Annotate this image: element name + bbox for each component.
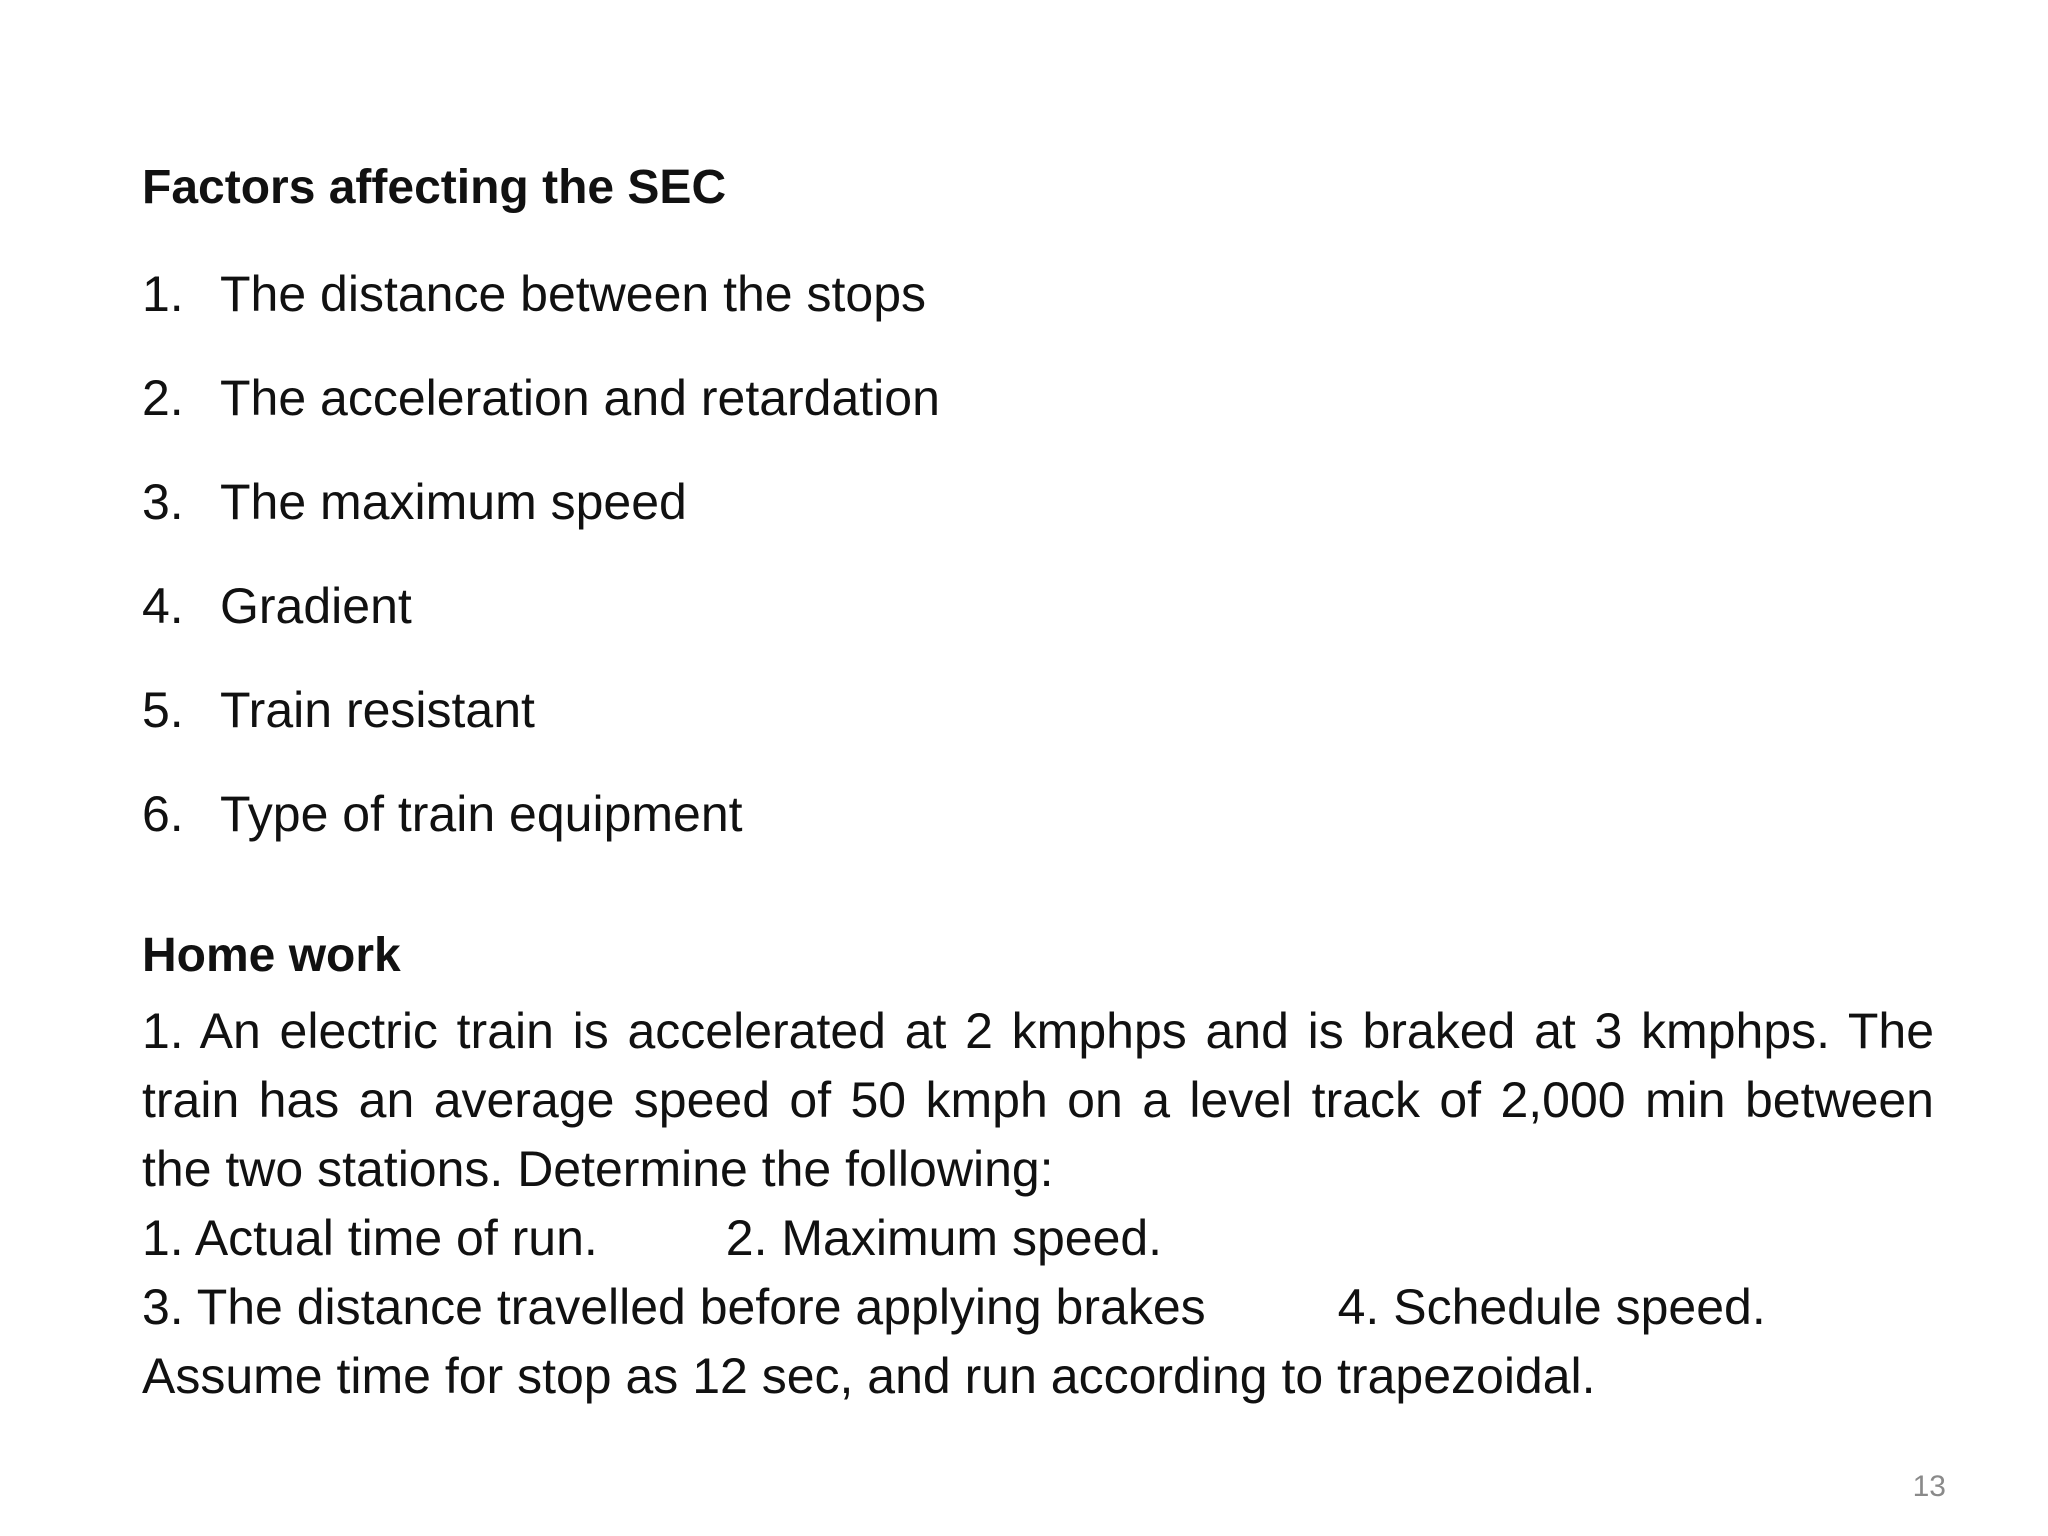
list-item-text: Train resistant xyxy=(220,682,535,738)
homework-questions-row-1 xyxy=(142,1204,1934,1273)
list-item xyxy=(142,264,940,368)
list-item xyxy=(142,472,940,576)
factors-list xyxy=(142,264,940,888)
list-item-number: 4. xyxy=(142,578,184,634)
list-item-number: 5. xyxy=(142,682,184,738)
question-4: 4. Schedule speed. xyxy=(1337,1279,1766,1335)
list-item-text: Type of train equipment xyxy=(220,786,743,842)
list-item xyxy=(142,576,940,680)
homework-heading: Home work xyxy=(142,929,401,982)
question-3: 3. The distance travelled before applying brakes xyxy=(142,1279,1206,1335)
homework-assumption: Assume time for stop as 12 sec, and run according to trapezoidal. xyxy=(142,1348,1596,1404)
homework-questions-row-2 xyxy=(142,1273,1934,1342)
list-item-number: 3. xyxy=(142,474,184,530)
list-item xyxy=(142,784,940,888)
factors-heading: Factors affecting the SEC xyxy=(142,161,727,214)
list-item-number: 2. xyxy=(142,370,184,426)
list-item-text: The acceleration and retardation xyxy=(220,370,940,426)
question-2: 2. Maximum speed. xyxy=(725,1210,1163,1266)
page-number: 13 xyxy=(1912,1470,1946,1503)
list-item-number: 6. xyxy=(142,786,184,842)
question-1: 1. Actual time of run. xyxy=(142,1210,598,1266)
list-item-text: Gradient xyxy=(220,578,412,634)
list-item-text: The distance between the stops xyxy=(220,266,927,322)
list-item xyxy=(142,680,940,784)
homework-body xyxy=(142,997,1934,1411)
list-item-text: The maximum speed xyxy=(220,474,687,530)
list-item-number: 1. xyxy=(142,266,184,322)
homework-problem: 1. An electric train is accelerated at 2 kmphps and is braked at 3 kmphps. The train has an average speed of 50 kmph on a level track of 2,000 min between the two stations. Determine the following: xyxy=(142,1003,1934,1197)
list-item xyxy=(142,368,940,472)
